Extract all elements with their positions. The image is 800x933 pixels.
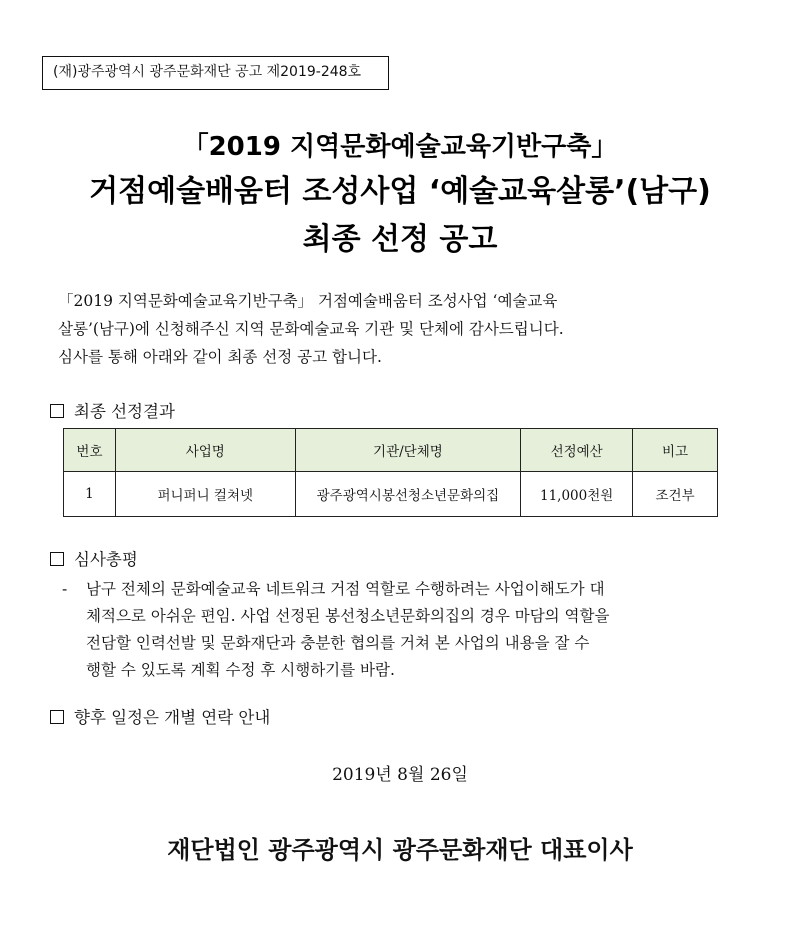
header-budget: 선정예산 — [521, 429, 633, 472]
section-result-label: 최종 선정결과 — [74, 402, 175, 421]
intro-line-3: 심사를 통해 아래와 같이 최종 선정 공고 합니다. — [58, 348, 382, 366]
table-header-row — [64, 429, 718, 472]
section-result-heading — [50, 398, 175, 422]
checkbox-square-icon — [50, 552, 64, 566]
cell-project: 퍼니퍼니 컬쳐넷 — [115, 472, 295, 517]
notice-number: (재)광주광역시 광주문화재단 공고 제2019-248호 — [42, 56, 389, 90]
cell-budget: 11,000천원 — [521, 472, 633, 517]
cell-number: 1 — [64, 472, 116, 517]
cell-note: 조건부 — [633, 472, 718, 517]
title-line-1: 「2019 지역문화예술교육기반구축」 — [182, 132, 618, 162]
checkbox-square-icon — [50, 404, 64, 418]
section-schedule-label: 향후 일정은 개별 연락 안내 — [74, 708, 271, 727]
intro-line-1: 「2019 지역문화예술교육기반구축」 거점예술배움터 조성사업 ‘예술교육 — [58, 292, 558, 310]
checkbox-square-icon — [50, 710, 64, 724]
title-line-3: 최종 선정 공고 — [302, 222, 498, 257]
header-organization: 기관/단체명 — [295, 429, 521, 472]
section-schedule-heading — [50, 704, 270, 728]
header-project: 사업명 — [115, 429, 295, 472]
section-review-label: 심사총평 — [74, 550, 138, 569]
section-review-heading — [50, 546, 138, 570]
review-line-3: 전담할 인력선발 및 문화재단과 충분한 협의를 거쳐 본 사업의 내용을 잘 수 — [86, 634, 590, 652]
review-line-2: 체적으로 아쉬운 편임. 사업 선정된 봉선청소년문화의집의 경우 마담의 역할을 — [86, 607, 610, 625]
review-dash: - — [62, 580, 68, 598]
result-table — [63, 428, 718, 517]
signer: 재단법인 광주광역시 광주문화재단 대표이사 — [167, 835, 633, 864]
issue-date: 2019년 8월 26일 — [332, 765, 468, 785]
header-note: 비고 — [633, 429, 718, 472]
header-number: 번호 — [64, 429, 116, 472]
title-line-2: 거점예술배움터 조성사업 ‘예술교육살롱’(남구) — [89, 174, 711, 209]
review-line-4: 행할 수 있도록 계획 수정 후 시행하기를 바람. — [86, 661, 395, 679]
review-line-1: 남구 전체의 문화예술교육 네트워크 거점 역할로 수행하려는 사업이해도가 대 — [86, 580, 605, 598]
table-row — [64, 472, 718, 517]
intro-line-2: 살롱’(남구)에 신청해주신 지역 문화예술교육 기관 및 단체에 감사드립니다. — [58, 320, 564, 338]
cell-organization: 광주광역시봉선청소년문화의집 — [295, 472, 521, 517]
